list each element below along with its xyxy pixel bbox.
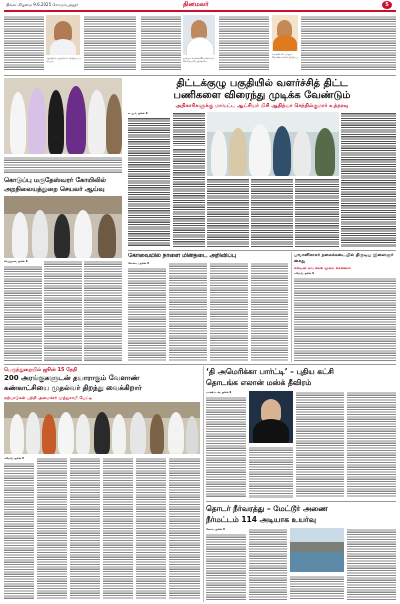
officials-photo <box>4 78 122 154</box>
temple-dateline: விருதுநகர், ஜூன் 9 <box>4 260 28 263</box>
middle-body-4 <box>251 262 288 361</box>
musk-body-3 <box>296 391 344 498</box>
lead-body-5 <box>207 178 249 247</box>
right-body-1 <box>294 277 396 361</box>
monk-photo <box>272 15 298 51</box>
musk-dateline: வாஷிங்டன், ஜூன் 9 <box>206 391 232 394</box>
exhibition-body-4 <box>103 457 133 600</box>
musk-divider <box>206 501 396 502</box>
strip-text-3 <box>141 15 181 71</box>
dam-body-1 <box>206 533 246 600</box>
dam-dateline: சேலம், ஜூன் 9 <box>206 528 225 531</box>
dam-body-4 <box>347 528 396 600</box>
temple-body-1 <box>4 265 42 361</box>
strip-caption-center: தமிழக காங்கிரஸ் தலைவர் செல்வப்பெருந்தகை <box>183 57 215 64</box>
middle-right-divider <box>291 252 292 362</box>
temple-body-2 <box>44 260 82 361</box>
lead-body-7 <box>295 178 339 247</box>
musk-body-2 <box>249 446 293 498</box>
exhibition-photo <box>4 402 200 454</box>
strip-caption-right: வாரணாசி பாஜக தொண்டர்கள் சந்திப்பு <box>272 53 298 60</box>
mettur-dam-photo <box>290 528 344 572</box>
chandrababu-photo <box>46 15 80 55</box>
lead-body-2 <box>173 112 205 146</box>
lead-body-3 <box>341 112 396 247</box>
dam-headline-2: நீர்மட்டம் 114 அடியாக உயர்வு <box>206 515 317 524</box>
dam-body-3 <box>290 575 344 600</box>
strip-text-1 <box>4 15 44 71</box>
lead-divider <box>128 250 396 251</box>
collector-meeting-photo <box>207 112 339 176</box>
elon-musk-photo <box>249 391 293 443</box>
exhibition-kicker: பெருந்துறையில் ஜூன் 15 தேதி <box>4 367 78 373</box>
right-subhead: சிசிடிவி காட்சிகள் மூலம் சிக்கினார் <box>294 266 351 270</box>
congress-leader-photo <box>183 15 215 55</box>
dam-headline-1: தொடர் நீர்வரத்து – மேட்டூர் அணை <box>206 504 328 513</box>
top-strip <box>4 13 396 74</box>
exhibition-dateline: ஈரோடு, ஜூன் 9 <box>4 457 24 460</box>
strip-text-5 <box>301 15 396 71</box>
exhibition-headline-2: கண்காட்சியை முதல்வர் திறந்து வைக்கிறார் <box>4 384 142 392</box>
exhibition-body-3 <box>70 457 100 600</box>
masthead <box>0 0 400 10</box>
musk-headline-1: ‘தி அமெரிக்கா பார்ட்டி’ – புதிய கட்சி <box>206 367 334 376</box>
exhibition-body-2 <box>37 457 67 600</box>
lead-body-6 <box>251 178 293 247</box>
exhibition-body-1 <box>4 462 34 600</box>
middle-headline: கோவையில் நாளை மின்தடை அறிவிப்பு <box>128 253 237 259</box>
musk-body-4 <box>347 391 396 498</box>
exhibition-body-6 <box>169 457 200 600</box>
strip-caption-left: ஆந்திரம் முதல்வர் சந்திரபாபு நாயுடு <box>46 57 81 64</box>
exhibition-body-5 <box>136 457 166 600</box>
dam-body-2 <box>249 528 287 600</box>
page-number-badge: 5 <box>382 1 392 9</box>
temple-headline-1: கொடுப்பு மருதேஸ்வரர் கோயிலில் <box>4 176 106 184</box>
lead-body-1 <box>128 117 170 247</box>
temple-body-3 <box>84 260 122 361</box>
masthead-rule <box>4 10 396 12</box>
musk-body-1 <box>206 396 246 498</box>
musk-headline-2: தொடங்க எலான் மஸ்க் தீவிரம் <box>206 378 312 387</box>
strip-text-4 <box>219 15 269 71</box>
officials-caption <box>4 156 122 174</box>
paper-name: தினமலர் <box>183 0 209 8</box>
exhibition-subhead: ஏற்பாடுகள் பற்றி அமைச்சர் முத்துசாமி பேட்டி <box>4 395 93 400</box>
temple-headline-2: அறநிலையத்துறை செயலர் ஆய்வு <box>4 185 105 193</box>
strip-divider <box>4 75 396 76</box>
date-line: திங்கட்கிழமை 9.6.2025 கோயம்புத்தூர் <box>6 2 79 7</box>
lead-dateline: கடலூர், ஜூன் 9 <box>128 112 148 115</box>
right-headline: பவானிசாகர் நகைக்கடையில் திருடிய இளைஞர் கைது <box>294 253 394 264</box>
middle-dateline: கோவை, ஜூன் 9 <box>128 262 150 265</box>
bottom-column-divider <box>203 366 204 602</box>
lead-subhead: அதிகாரிகளுக்கு மாவட்ட ஆட்சியர் பிசி ஆதித்யா செந்தில்குமார் உத்தரவு <box>175 103 349 109</box>
middle-body-2 <box>169 262 207 361</box>
strip-text-2 <box>84 15 136 71</box>
lead-headline-2: பணிகளை விரைந்து முடிக்க வேண்டும் <box>173 90 351 101</box>
lead-headline-1: திட்டக்குழு பகுதியில் வளர்ச்சித் திட்ட <box>176 78 348 89</box>
temple-inspection-photo <box>4 196 122 258</box>
right-dateline: ஈரோடு, ஜூன் 9 <box>294 272 314 275</box>
lead-body-4 <box>173 148 205 247</box>
middle-body-1 <box>128 267 166 361</box>
middle-body-3 <box>210 262 248 361</box>
middle-divider <box>4 364 396 365</box>
exhibition-headline-1: 200 அரங்குகளுடன் தயாராகும் வேளாண் <box>4 374 140 382</box>
